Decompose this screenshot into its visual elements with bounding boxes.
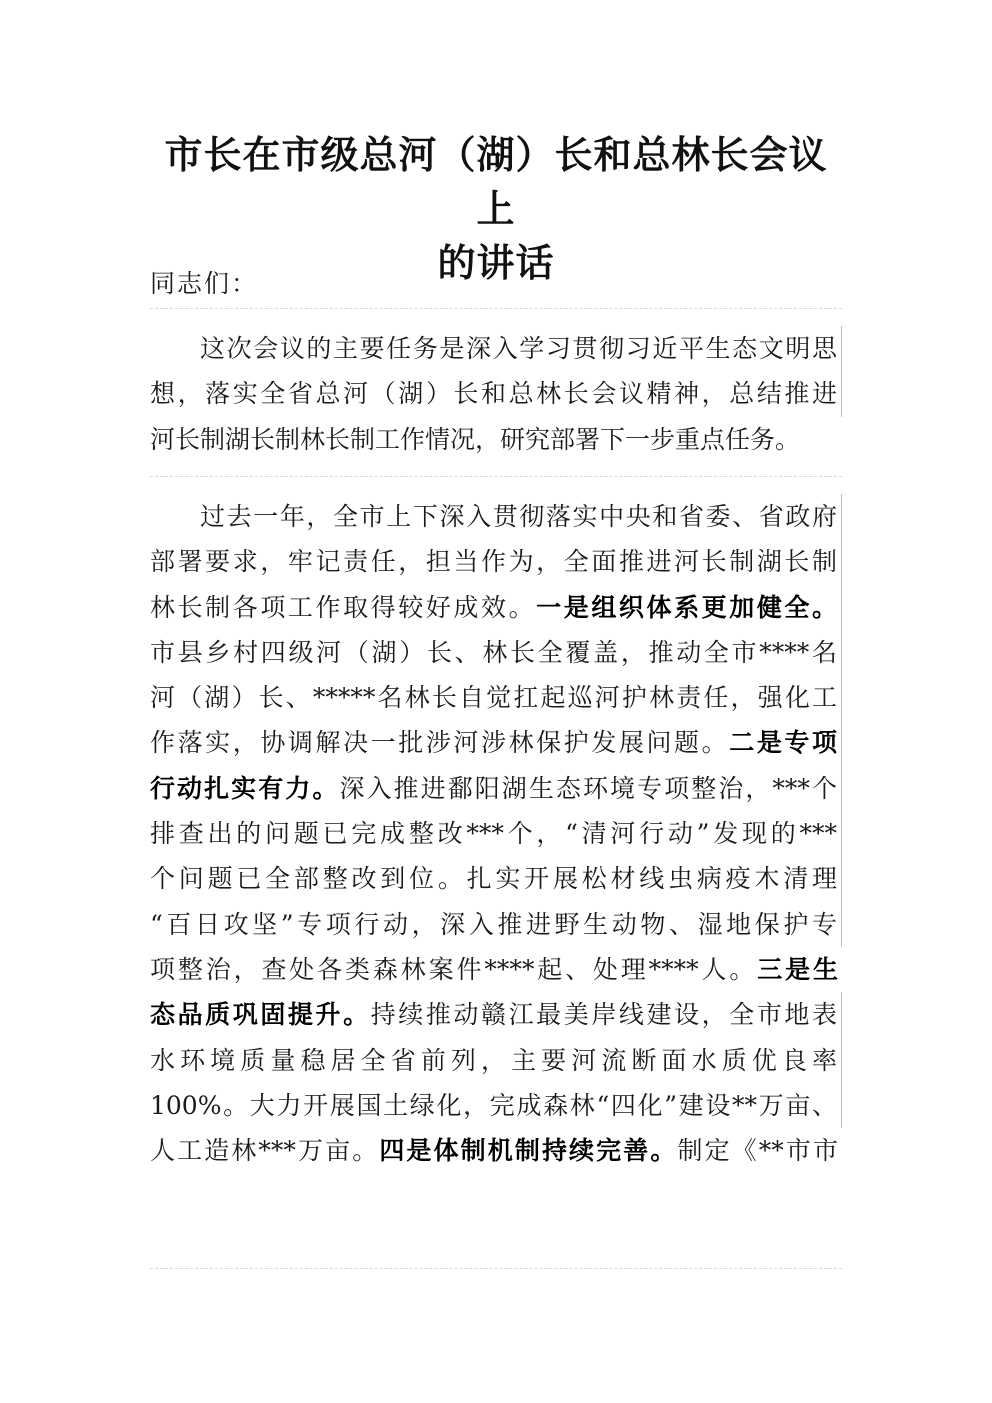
text-run: 深入推进鄱阳湖生态环境专项整治，***个 [339, 773, 837, 803]
heading-run: 一是组织体系更加健全。 [536, 592, 837, 622]
divider [150, 1268, 842, 1269]
text-line: 排查出的问题已完成整改***个，“清河行动”发现的*** [150, 811, 842, 856]
paragraph-intro [150, 326, 842, 462]
divider [150, 476, 842, 477]
text-line: 市县乡村四级河（湖）长、林长全覆盖，推动全市****名 [150, 630, 842, 675]
text-run: 林长制各项工作取得较好成效。 [150, 592, 537, 622]
text-run: 人工造林***万亩。 [150, 1136, 380, 1166]
text-line [150, 766, 842, 811]
text-line [150, 947, 842, 992]
text-line: 部署要求，牢记责任，担当作为，全面推进河长制湖长制 [150, 539, 842, 584]
paragraph-achievements [150, 494, 842, 1173]
text-line: 河（湖）长、*****名林长自觉扛起巡河护林责任，强化工 [150, 675, 842, 720]
heading-run: 三是生 [757, 954, 838, 984]
heading-run: 态品质巩固提升。 [150, 1000, 371, 1030]
heading-run: 行动扎实有力。 [150, 773, 340, 803]
text-line: 这次会议的主要任务是深入学习贯彻习近平生态文明思 [150, 326, 842, 371]
text-line: 水环境质量稳居全省前列，主要河流断面水质优良率 [150, 1038, 842, 1083]
salutation: 同志们： [150, 269, 259, 298]
text-line: 想，落实全省总河（湖）长和总林长会议精神，总结推进 [150, 371, 842, 416]
text-line: “百日攻坚”专项行动，深入推进野生动物、湿地保护专 [150, 902, 842, 947]
text-line: 河长制湖长制林长制工作情况，研究部署下一步重点任务。 [150, 424, 801, 454]
text-run: 制定《**市市 [677, 1136, 838, 1166]
text-line [150, 585, 842, 630]
text-line: 个问题已全部整改到位。扎实开展松材线虫病疫木清理 [150, 856, 842, 901]
text-line: 过去一年，全市上下深入贯彻落实中央和省委、省政府 [150, 494, 842, 539]
heading-run: 二是专项 [729, 728, 837, 758]
text-line [150, 1128, 842, 1173]
text-line [150, 992, 842, 1037]
title-line-2: 的讲话 [437, 241, 555, 285]
text-run: 项整治，查处各类森林案件****起、处理****人。 [150, 954, 758, 984]
title-line-1: 市长在市级总河（湖）长和总林长会议上 [164, 133, 828, 231]
text-line [150, 720, 842, 765]
text-line: 100%。大力开展国土绿化，完成森林“四化”建设**万亩、 [150, 1083, 842, 1128]
text-run: 作落实，协调解决一批涉河涉林保护发展问题。 [150, 728, 730, 758]
divider [150, 308, 842, 309]
text-run: 持续推动赣江最美岸线建设，全市地表 [370, 1000, 837, 1030]
heading-run: 四是体制机制持续完善。 [379, 1136, 678, 1166]
